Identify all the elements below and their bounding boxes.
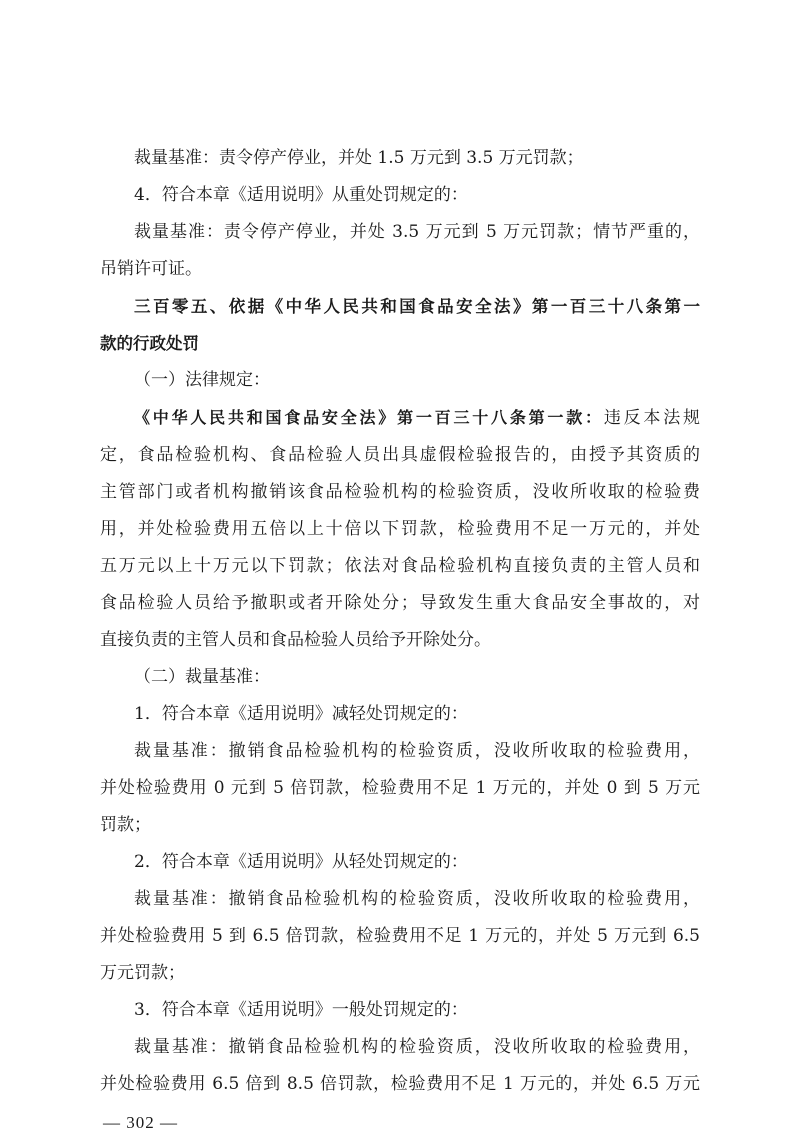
paragraph-line: 裁量基准：责令停产停业，并处 3.5 万元到 5 万元罚款；情节严重的， <box>134 222 700 242</box>
paragraph-line: 罚款； <box>100 815 151 835</box>
paragraph-line: 定，食品检验机构、食品检验人员出具虚假检验报告的，由授予其资质的 <box>100 445 700 465</box>
law-reference: 《中华人民共和国食品安全法》第一百三十八条第一款： <box>134 408 604 427</box>
paragraph-line: 裁量基准：撤销食品检验机构的检验资质，没收所收取的检验费用， <box>134 1037 700 1057</box>
paragraph-text: 违反本法规 <box>603 408 700 428</box>
paragraph-line: 并处检验费用 6.5 倍到 8.5 倍罚款，检验费用不足 1 万元的，并处 6.5 万元 <box>100 1074 700 1094</box>
paragraph-line: 五万元以上十万元以下罚款；依法对食品检验机构直接负责的主管人员和 <box>100 556 700 576</box>
paragraph-line: 用，并处检验费用五倍以上十倍以下罚款，检验费用不足一万元的，并处 <box>100 519 700 539</box>
paragraph-line: 主管部门或者机构撤销该食品检验机构的检验资质，没收所收取的检验费 <box>100 482 700 502</box>
subsection-heading: （一）法律规定： <box>134 370 270 390</box>
paragraph-line: 并处检验费用 5 到 6.5 倍罚款，检验费用不足 1 万元的，并处 5 万元到 6.5 <box>100 926 700 946</box>
paragraph-line: 裁量基准：责令停产停业，并处 1.5 万元到 3.5 万元罚款； <box>134 148 584 168</box>
subsection-heading: （二）裁量基准： <box>134 667 270 687</box>
list-item-heading: 4．符合本章《适用说明》从重处罚规定的： <box>134 185 468 205</box>
paragraph-line: 裁量基准：撤销食品检验机构的检验资质，没收所收取的检验费用， <box>134 889 700 909</box>
page-number: — 302 — <box>103 1113 178 1132</box>
paragraph-line: 吊销许可证。 <box>100 259 202 279</box>
list-item-heading: 2．符合本章《适用说明》从轻处罚规定的： <box>134 852 468 872</box>
paragraph-line: 食品检验人员给予撤职或者开除处分；导致发生重大食品安全事故的，对 <box>100 593 700 613</box>
list-item-heading: 1．符合本章《适用说明》减轻处罚规定的： <box>134 704 468 724</box>
paragraph-line: 裁量基准：撤销食品检验机构的检验资质，没收所收取的检验费用， <box>134 741 700 761</box>
paragraph-line: 万元罚款； <box>100 963 185 983</box>
paragraph-line: 直接负责的主管人员和食品检验人员给予开除处分。 <box>100 630 491 650</box>
section-heading: 款的行政处罚 <box>100 334 199 353</box>
document-body <box>100 140 700 1133</box>
section-heading: 三百零五、依据《中华人民共和国食品安全法》第一百三十八条第一 <box>134 297 700 316</box>
list-item-heading: 3．符合本章《适用说明》一般处罚规定的： <box>134 1000 468 1020</box>
paragraph-line: 并处检验费用 0 元到 5 倍罚款，检验费用不足 1 万元的，并处 0 到 5 万元 <box>100 778 700 798</box>
paragraph-line <box>100 399 700 437</box>
